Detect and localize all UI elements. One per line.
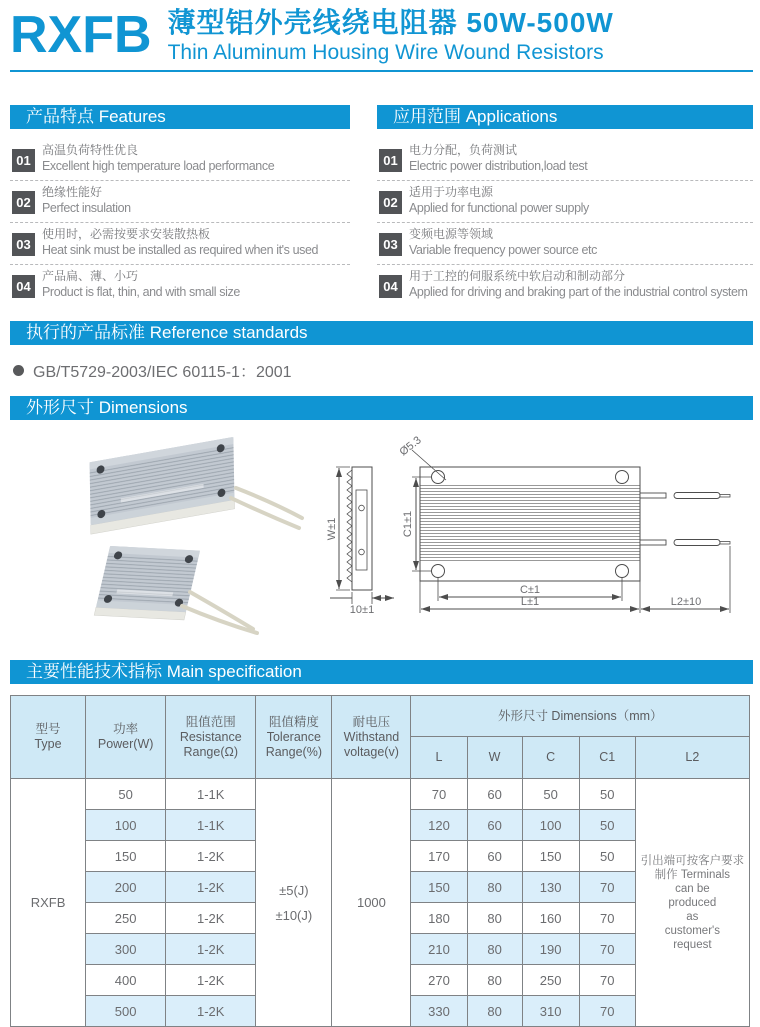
- l2-note-cell: 引出端可按客户要求 制作 Terminals can be produced as customer's request: [635, 779, 749, 1027]
- item-text-en: Excellent high temperature load performance: [42, 159, 275, 173]
- dimensions-figure: [10, 422, 753, 654]
- c-cell: 310: [522, 996, 579, 1027]
- dimensions-banner: 外形尺寸 Dimensions: [10, 396, 753, 420]
- item-text-en: Variable frequency power source etc: [409, 243, 597, 257]
- standards-text: GB/T5729-2003/IEC 60115-1：2001: [33, 364, 292, 381]
- resistance-cell: 1-2K: [166, 903, 256, 934]
- power-cell: 100: [86, 810, 166, 841]
- resistance-cell: 1-1K: [166, 810, 256, 841]
- item-number-badge: 02: [12, 191, 35, 214]
- resistance-cell: 1-2K: [166, 841, 256, 872]
- standards-line: [13, 359, 753, 382]
- item-text-en: Product is flat, thin, and with small size: [42, 285, 240, 299]
- l-cell: 330: [411, 996, 467, 1027]
- model-name: RXFB: [10, 6, 152, 64]
- c-cell: 150: [522, 841, 579, 872]
- features-banner: 产品特点 Features: [10, 105, 350, 129]
- w-cell: 80: [467, 965, 522, 996]
- w-cell: 60: [467, 810, 522, 841]
- list-item: [377, 142, 753, 181]
- c1-cell: 70: [579, 872, 635, 903]
- item-number-badge: 04: [12, 275, 35, 298]
- c-cell: 190: [522, 934, 579, 965]
- col-header-power: 功率 Power(W): [86, 696, 166, 779]
- c1-cell: 70: [579, 996, 635, 1027]
- tolerance-cell: ±5(J) ±10(J): [256, 779, 332, 1027]
- l-cell: 180: [411, 903, 467, 934]
- col-header-withstand: 耐电压 Withstand voltage(v): [332, 696, 411, 779]
- c1-cell: 50: [579, 841, 635, 872]
- table-row: [11, 779, 750, 810]
- l-cell: 210: [411, 934, 467, 965]
- power-cell: 500: [86, 996, 166, 1027]
- product-photo-long: [90, 437, 302, 534]
- title-block: [168, 6, 614, 65]
- spec-banner: 主要性能技术指标 Main specification: [10, 660, 753, 684]
- dim-label-hole: Ø5.3: [397, 434, 424, 459]
- item-text-zh: 绝缘性能好: [42, 185, 103, 199]
- c-cell: 100: [522, 810, 579, 841]
- col-header-l: L: [411, 737, 467, 779]
- power-cell: 300: [86, 934, 166, 965]
- item-text-zh: 高温负荷特性优良: [42, 143, 139, 157]
- item-text-zh: 使用时，必需按要求安装散热板: [42, 227, 211, 241]
- c-cell: 130: [522, 872, 579, 903]
- col-header-type: 型号 Type: [11, 696, 86, 779]
- item-text-en: Perfect insulation: [42, 201, 131, 215]
- list-item: [377, 268, 753, 306]
- l-cell: 120: [411, 810, 467, 841]
- bullet-icon: [13, 365, 24, 376]
- page-header: [10, 0, 753, 65]
- page-title-en: Thin Aluminum Housing Wire Wound Resistors: [167, 41, 604, 64]
- header-divider: [10, 70, 753, 72]
- item-text-zh: 变频电源等领域: [409, 227, 494, 241]
- col-header-w: W: [467, 737, 522, 779]
- l-cell: 170: [411, 841, 467, 872]
- withstand-cell: 1000: [332, 779, 411, 1027]
- list-item: [10, 184, 350, 223]
- page-title-zh: 薄型铝外壳线绕电阻器 50W-500W: [167, 7, 614, 38]
- type-cell: RXFB: [11, 779, 86, 1027]
- item-number-badge: 03: [379, 233, 402, 256]
- item-text-en: Electric power distribution,load test: [409, 159, 588, 173]
- l-cell: 70: [411, 779, 467, 810]
- features-section: [10, 105, 350, 309]
- list-item: [10, 142, 350, 181]
- power-cell: 250: [86, 903, 166, 934]
- resistance-cell: 1-2K: [166, 934, 256, 965]
- dim-label-l: L±1: [520, 596, 540, 608]
- item-text-en: Applied for driving and braking part of the industrial control system: [409, 285, 748, 299]
- item-text-en: Heat sink must be installed as required when it's used: [42, 243, 319, 257]
- list-item: [10, 226, 350, 265]
- resistance-cell: 1-1K: [166, 779, 256, 810]
- dim-label-c: C±1: [519, 584, 541, 596]
- col-header-c1: C1: [579, 737, 635, 779]
- c1-cell: 70: [579, 903, 635, 934]
- product-photo-square: [94, 546, 257, 633]
- c-cell: 250: [522, 965, 579, 996]
- item-text-zh: 用于工控的伺服系统中软启动和制动部分: [409, 269, 626, 283]
- w-cell: 80: [467, 872, 522, 903]
- col-header-resistance: 阻值范围 Resistance Range(Ω): [166, 696, 256, 779]
- item-text-zh: 产品扁、薄、小巧: [42, 269, 139, 283]
- c-cell: 50: [522, 779, 579, 810]
- list-item: [10, 268, 350, 306]
- w-cell: 80: [467, 934, 522, 965]
- c1-cell: 70: [579, 965, 635, 996]
- dim-label-c1: C1±1: [402, 510, 414, 538]
- c1-cell: 70: [579, 934, 635, 965]
- power-cell: 150: [86, 841, 166, 872]
- item-number-badge: 01: [379, 149, 402, 172]
- resistance-cell: 1-2K: [166, 872, 256, 903]
- item-number-badge: 03: [12, 233, 35, 256]
- dim-label-w: W±1: [326, 517, 338, 541]
- col-header-dimensions-group: 外形尺寸 Dimensions（mm）: [411, 696, 750, 737]
- power-cell: 400: [86, 965, 166, 996]
- c1-cell: 50: [579, 810, 635, 841]
- item-text-zh: 电力分配，负荷测试: [409, 143, 518, 157]
- item-text-en: Applied for functional power supply: [409, 201, 589, 215]
- list-item: [377, 184, 753, 223]
- c-cell: 160: [522, 903, 579, 934]
- spec-table: [10, 695, 750, 1027]
- w-cell: 60: [467, 779, 522, 810]
- power-cell: 50: [86, 779, 166, 810]
- applications-banner: 应用范围 Applications: [377, 105, 753, 129]
- applications-section: [377, 105, 753, 309]
- features-applications-row: [10, 105, 753, 309]
- dimensions-drawing: [10, 422, 753, 654]
- spec-table-body: [11, 779, 750, 1027]
- resistance-cell: 1-2K: [166, 996, 256, 1027]
- col-header-tolerance: 阻值精度 Tolerance Range(%): [256, 696, 332, 779]
- l-cell: 150: [411, 872, 467, 903]
- features-list: [10, 142, 350, 306]
- item-number-badge: 04: [379, 275, 402, 298]
- power-cell: 200: [86, 872, 166, 903]
- top-view-drawing: [397, 434, 730, 613]
- standards-banner: 执行的产品标准 Reference standards: [10, 321, 753, 345]
- l-cell: 270: [411, 965, 467, 996]
- col-header-l2: L2: [635, 737, 749, 779]
- item-text-zh: 适用于功率电源: [409, 185, 494, 199]
- item-number-badge: 01: [12, 149, 35, 172]
- item-number-badge: 02: [379, 191, 402, 214]
- side-view-drawing: [326, 467, 394, 616]
- list-item: [377, 226, 753, 265]
- resistance-cell: 1-2K: [166, 965, 256, 996]
- w-cell: 80: [467, 996, 522, 1027]
- col-header-c: C: [522, 737, 579, 779]
- dim-label-thickness: 10±1: [349, 604, 375, 616]
- applications-list: [377, 142, 753, 306]
- c1-cell: 50: [579, 779, 635, 810]
- w-cell: 80: [467, 903, 522, 934]
- spec-table-header: [11, 696, 750, 779]
- w-cell: 60: [467, 841, 522, 872]
- dim-label-l2: L2±10: [670, 596, 702, 608]
